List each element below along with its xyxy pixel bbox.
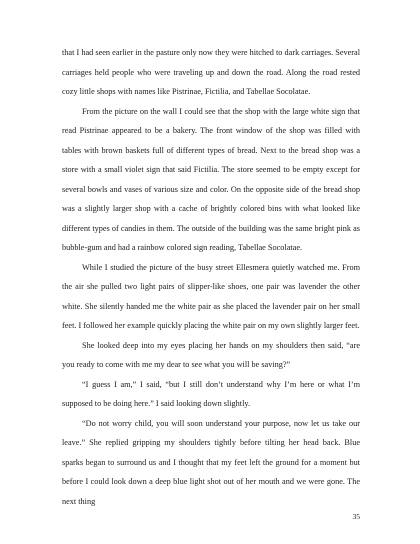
paragraph-3: While I studied the picture of the busy street Ellesmera quietly watched me. From the air she pulled two light pairs of slipper-like shoes, one pair was lavender the other white. She silently handed me the white pair as she placed the lavender pair on her small feet. I followed her example quickly placing the white pair on my own slightly larger feet. [62,262,360,330]
page-number: 35 [352,512,360,521]
paragraph-2: From the picture on the wall I could see that the shop with the large white sign that read Pistrinae appeared to be a bakery. The front window of the shop was filled with tables with brown baskets full of different types of bread. Next to the bread shop was a store with a small violet sign that said Fictilia. The store seemed to be empty except for several bowls and vases of various size and color. On the opposite side of the bread shop was a slightly larger shop with a cache of brightly colored bins with what looked like different types of candies in them. The outside of the building was the same bright pink as bubble-gum and had a rainbow colored sign reading, Tabellae Socolatae. [62,106,360,252]
body-text [62,43,360,511]
paragraph-5: “I guess I am,” I said, “but I still don’t understand why I’m here or what I’m supposed to be doing here.” I said looking down slightly. [62,379,360,408]
paragraph-6: “Do not worry child, you will soon understand your purpose, now let us take our leave.” She replied gripping my shoulders tightly before tilting her head back. Blue sparks began to surround us and I thought that my feet left the ground for a moment but before I could look down a deep blue light shot out of her mouth and we were gone. The next thing [62,418,360,506]
paragraph-1: that I had seen earlier in the pasture only now they were hitched to dark carriages. Several carriages held people who were traveling up and down the road. Along the road rested cozy little shops with names like Pistrinae, Fictilia, and Tabellae Socolatae. [62,48,360,96]
paragraph-4: She looked deep into my eyes placing her hands on my shoulders then said, “are you ready to come with me my dear to see what you will be saving?” [62,340,360,369]
